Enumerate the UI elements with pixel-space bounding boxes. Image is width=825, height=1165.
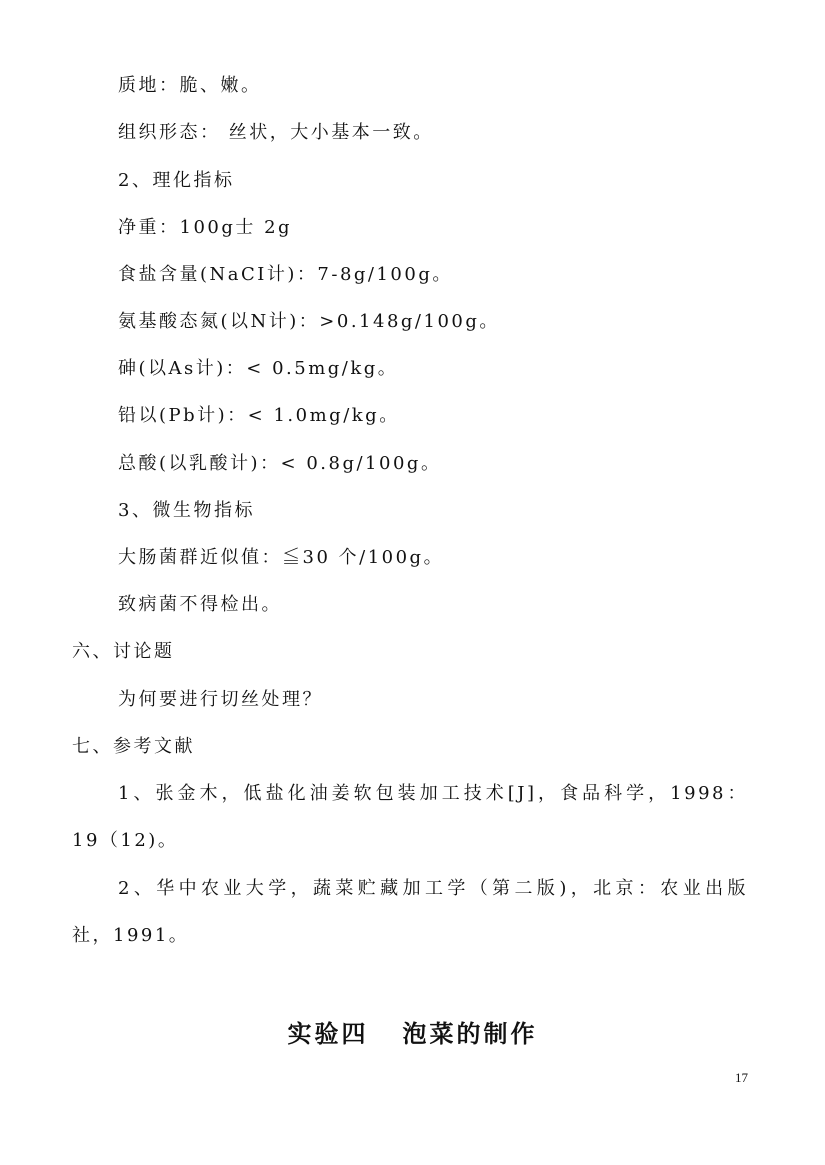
discussion-question: 为何要进行切丝处理？ <box>118 689 323 710</box>
microbial-heading: 3、微生物指标 <box>118 500 255 521</box>
pathogen-line: 致病菌不得检出。 <box>118 594 282 615</box>
reference-1-line-1: 1、张金木，低盐化油姜软包装加工技术[J]，食品科学，1998： <box>118 783 748 804</box>
arsenic-line: 砷(以As计)：< 0.5mg/kg。 <box>118 358 399 379</box>
salt-content-line: 食盐含量(NaCI计)：7-8g/100g。 <box>118 264 453 285</box>
page-number: 17 <box>735 1070 748 1085</box>
reference-2-line-2: 社，1991。 <box>72 925 190 946</box>
discussion-heading: 六、讨论题 <box>72 641 175 662</box>
amino-nitrogen-line: 氨基酸态氮(以N计)：>0.148g/100g。 <box>118 311 500 332</box>
reference-1-line-2: 19（12)。 <box>72 830 179 851</box>
reference-2-line-1: 2、华中农业大学，蔬菜贮藏加工学（第二版)，北京：农业出版 <box>118 878 748 899</box>
net-weight-line: 净重：100g士 2g <box>118 217 293 238</box>
physchem-heading: 2、理化指标 <box>118 170 235 191</box>
lead-line: 铅以(Pb计)：< 1.0mg/kg。 <box>118 405 400 426</box>
next-section-title: 实验四 泡菜的制作 <box>287 1020 538 1048</box>
texture-line: 质地：脆、嫩。 <box>118 75 262 96</box>
references-heading: 七、参考文献 <box>72 736 195 757</box>
total-acid-line: 总酸(以乳酸计)：< 0.8g/100g。 <box>118 453 442 474</box>
coliform-line: 大肠菌群近似值：≦30 个/100g。 <box>118 547 445 568</box>
tissue-form-line: 组织形态： 丝状，大小基本一致。 <box>118 122 434 143</box>
